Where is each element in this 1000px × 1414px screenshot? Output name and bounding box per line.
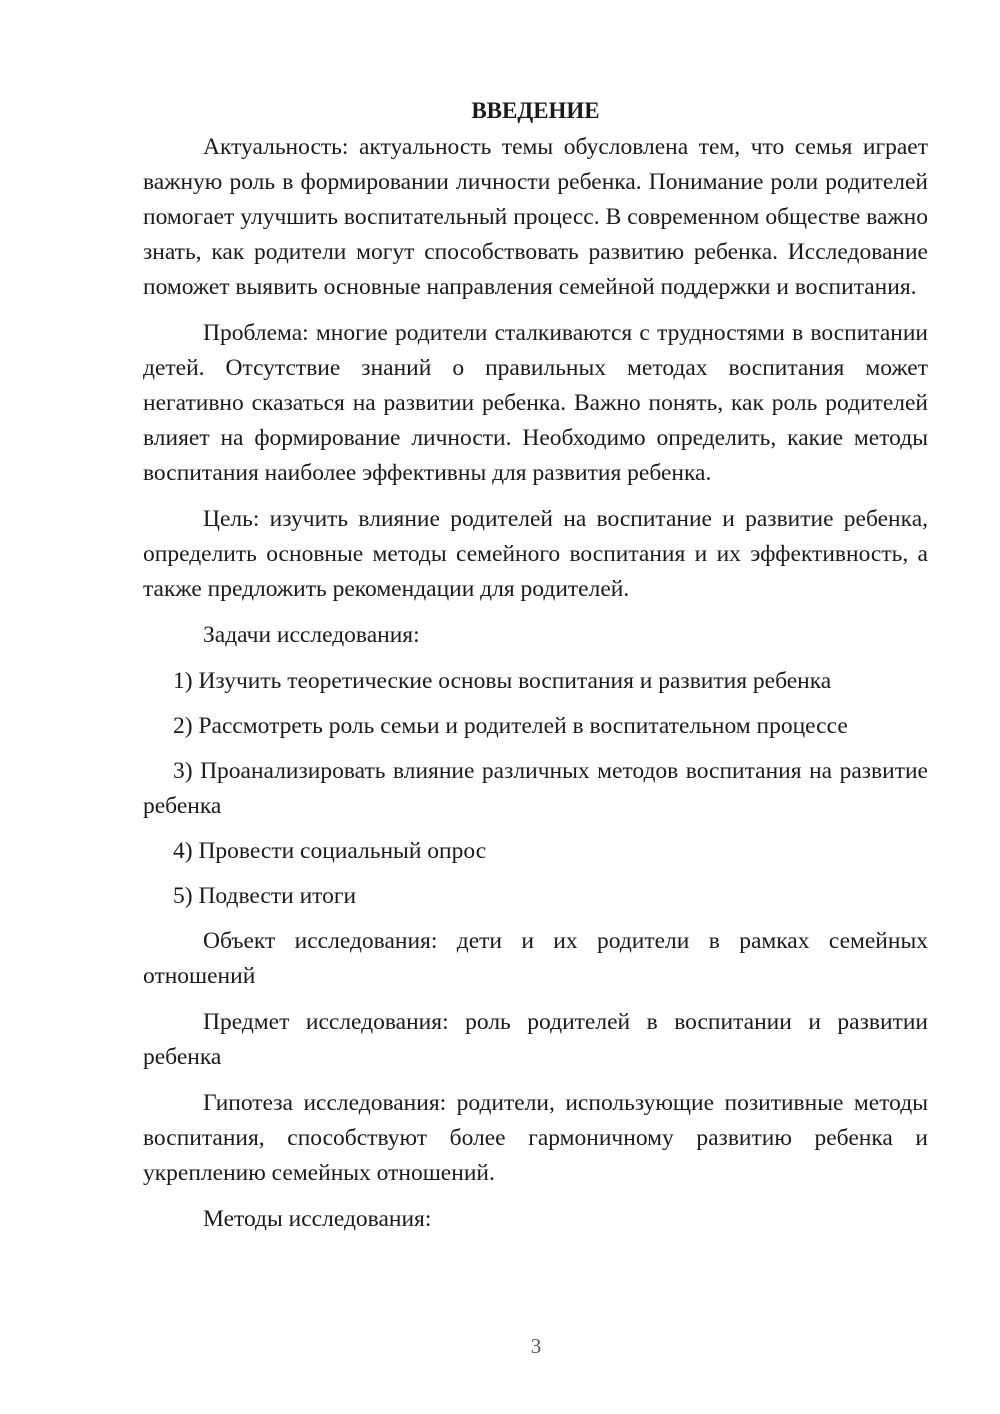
page-number: 3 bbox=[530, 1334, 542, 1358]
task-item-3: 3) Проанализировать влияние различных методов воспитания на развитие ребенка bbox=[143, 758, 928, 819]
task-item-1: 1) Изучить теоретические основы воспитания и развития ребенка bbox=[173, 668, 832, 694]
paragraph-problem: Проблема: многие родители сталкиваются с трудностями в воспитании детей. Отсутствие знаний о правильных методах воспитания может негативно сказаться на развитии ребенка. Важно понять, как роль родителей влияет на формирование личности. Необходимо определить, какие методы воспитания наиболее эффективны для развития ребенка. bbox=[143, 320, 928, 486]
page-content bbox=[143, 92, 928, 1248]
task-item-2: 2) Рассмотреть роль семьи и родителей в воспитательном процессе bbox=[173, 713, 848, 739]
paragraph-subject: Предмет исследования: роль родителей в воспитании и развитии ребенка bbox=[143, 1009, 928, 1070]
paragraph-hypothesis: Гипотеза исследования: родители, использующие позитивные методы воспитания, способствуют более гармоничному развитию ребенка и укреплению семейных отношений. bbox=[143, 1090, 928, 1186]
paragraph-goal: Цель: изучить влияние родителей на воспитание и развитие ребенка, определить основные методы семейного воспитания и их эффективность, а также предложить рекомендации для родителей. bbox=[143, 506, 928, 602]
task-item-5: 5) Подвести итоги bbox=[173, 883, 357, 909]
paragraph-object: Объект исследования: дети и их родители в рамках семейных отношений bbox=[143, 928, 928, 989]
paragraph-methods: Методы исследования: bbox=[203, 1206, 432, 1232]
section-title: ВВЕДЕНИЕ bbox=[471, 98, 600, 123]
paragraph-relevance: Актуальность: актуальность темы обусловлена тем, что семья играет важную роль в формировании личности ребенка. Понимание роли родителей помогает улучшить воспитательный процесс. В современном обществе важно знать, как родители могут способствовать развитию ребенка. Исследование поможет выявить основные направления семейной поддержки и воспитания. bbox=[143, 134, 928, 300]
task-item-4: 4) Провести социальный опрос bbox=[173, 838, 487, 864]
paragraph-tasks-heading: Задачи исследования: bbox=[203, 622, 420, 648]
